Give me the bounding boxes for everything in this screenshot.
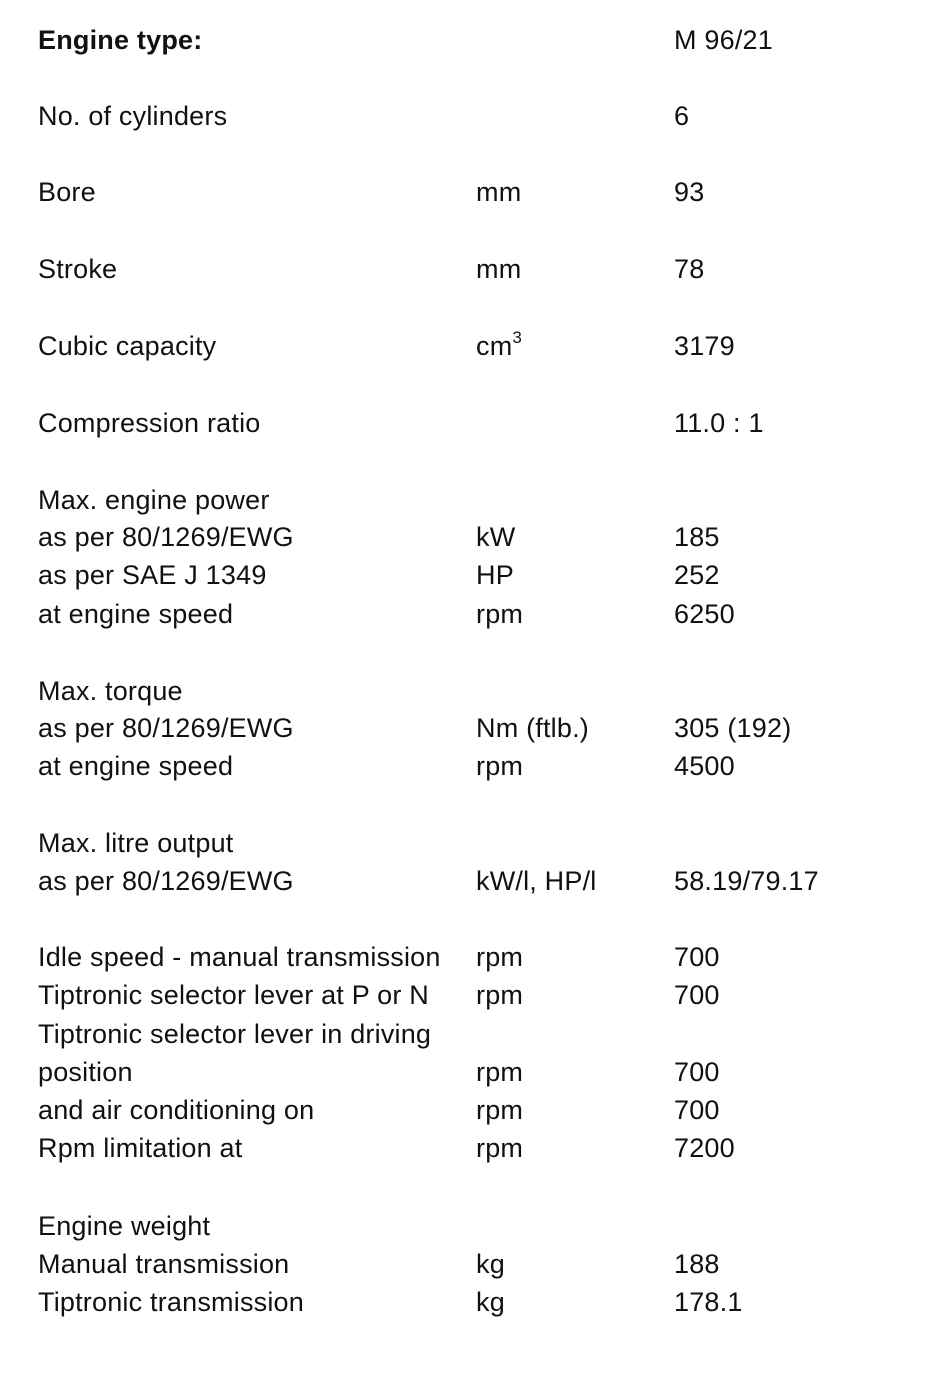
idle-manual-value: 700 <box>674 942 720 972</box>
torque-ewg-value: 305 (192) <box>674 713 792 743</box>
idle-aircon-label: and air conditioning on <box>38 1095 315 1125</box>
idle-aircon-unit: rpm <box>476 1095 524 1125</box>
litre-ewg-row <box>0 862 928 900</box>
stroke-label: Stroke <box>38 254 118 284</box>
weight-tiptronic-unit: kg <box>476 1287 505 1317</box>
rpm-limit-label: Rpm limitation at <box>38 1133 243 1163</box>
weight-manual-value: 188 <box>674 1249 720 1279</box>
power-speed-unit: rpm <box>476 599 524 629</box>
idle-tip-drive-row-2 <box>0 1053 928 1091</box>
idle-manual-row <box>0 938 928 976</box>
cylinders-value: 6 <box>674 101 690 131</box>
litre-heading-row <box>0 824 928 862</box>
power-sae-value: 252 <box>674 560 720 590</box>
cylinders-label: No. of cylinders <box>38 101 228 131</box>
litre-heading: Max. litre output <box>38 828 234 858</box>
stroke-row <box>0 250 928 288</box>
torque-speed-value: 4500 <box>674 751 735 781</box>
idle-aircon-row <box>0 1091 928 1129</box>
cylinders-row <box>0 97 928 135</box>
weight-manual-label: Manual transmission <box>38 1249 290 1279</box>
power-speed-value: 6250 <box>674 599 735 629</box>
rpm-limit-value: 7200 <box>674 1133 735 1163</box>
weight-tiptronic-label: Tiptronic transmission <box>38 1287 304 1317</box>
power-sae-row <box>0 556 928 594</box>
capacity-label: Cubic capacity <box>38 331 217 361</box>
rpm-limit-unit: rpm <box>476 1133 524 1163</box>
weight-heading-row <box>0 1207 928 1245</box>
weight-manual-unit: kg <box>476 1249 505 1279</box>
idle-manual-label: Idle speed - manual transmission <box>38 942 441 972</box>
litre-ewg-label: as per 80/1269/EWG <box>38 866 294 896</box>
capacity-unit-superscript: 3 <box>512 328 523 347</box>
litre-ewg-unit: kW/l, HP/l <box>476 866 597 896</box>
rpm-limit-row <box>0 1129 928 1167</box>
idle-tip-drive-label-2: position <box>38 1057 133 1087</box>
idle-tip-pn-unit: rpm <box>476 980 524 1010</box>
engine-type-row <box>0 21 928 59</box>
power-sae-label: as per SAE J 1349 <box>38 560 267 590</box>
bore-label: Bore <box>38 177 96 207</box>
stroke-value: 78 <box>674 254 705 284</box>
weight-manual-row <box>0 1245 928 1283</box>
torque-ewg-label: as per 80/1269/EWG <box>38 713 294 743</box>
bore-row <box>0 173 928 211</box>
capacity-unit-base: cm <box>476 331 513 361</box>
weight-tiptronic-value: 178.1 <box>674 1287 743 1317</box>
weight-tiptronic-row <box>0 1283 928 1321</box>
idle-tip-pn-row <box>0 976 928 1014</box>
torque-speed-label: at engine speed <box>38 751 234 781</box>
power-sae-unit: HP <box>476 560 514 590</box>
idle-tip-drive-row-1 <box>0 1015 928 1053</box>
power-speed-row <box>0 595 928 633</box>
torque-speed-unit: rpm <box>476 751 524 781</box>
power-heading-row <box>0 481 928 519</box>
compression-value: 11.0 : 1 <box>674 408 764 438</box>
power-ewg-row <box>0 518 928 556</box>
power-ewg-value: 185 <box>674 522 720 552</box>
bore-unit: mm <box>476 177 522 207</box>
engine-type-value: M 96/21 <box>674 25 773 55</box>
power-ewg-unit: kW <box>476 522 516 552</box>
idle-tip-drive-label-1: Tiptronic selector lever in driving <box>38 1019 432 1049</box>
capacity-unit <box>476 327 522 365</box>
power-heading: Max. engine power <box>38 485 270 515</box>
litre-ewg-value: 58.19/79.17 <box>674 866 819 896</box>
power-ewg-label: as per 80/1269/EWG <box>38 522 294 552</box>
idle-tip-pn-label: Tiptronic selector lever at P or N <box>38 980 429 1010</box>
compression-label: Compression ratio <box>38 408 261 438</box>
torque-ewg-row <box>0 709 928 747</box>
idle-tip-pn-value: 700 <box>674 980 720 1010</box>
idle-manual-unit: rpm <box>476 942 524 972</box>
idle-tip-drive-value: 700 <box>674 1057 720 1087</box>
bore-value: 93 <box>674 177 705 207</box>
power-speed-label: at engine speed <box>38 599 234 629</box>
idle-aircon-value: 700 <box>674 1095 720 1125</box>
torque-heading-row <box>0 672 928 710</box>
idle-tip-drive-unit: rpm <box>476 1057 524 1087</box>
torque-heading: Max. torque <box>38 676 183 706</box>
engine-type-label: Engine type: <box>38 25 203 55</box>
torque-ewg-unit: Nm (ftlb.) <box>476 713 589 743</box>
compression-row <box>0 404 928 442</box>
torque-speed-row <box>0 747 928 785</box>
weight-heading: Engine weight <box>38 1211 211 1241</box>
capacity-row <box>0 327 928 365</box>
stroke-unit: mm <box>476 254 522 284</box>
capacity-value: 3179 <box>674 331 735 361</box>
